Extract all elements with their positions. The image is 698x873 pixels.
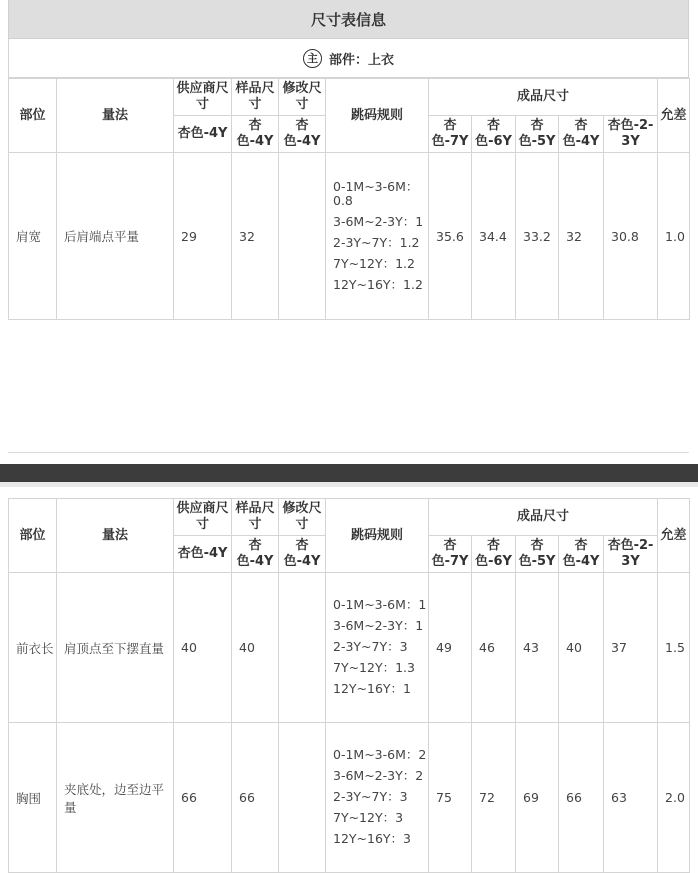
header-tolerance: 允差 bbox=[658, 499, 690, 573]
header-sample: 样品尺寸 bbox=[232, 499, 279, 536]
divider bbox=[8, 452, 689, 453]
header-method: 量法 bbox=[57, 79, 174, 153]
header-size: 杏色-4Y bbox=[559, 116, 604, 153]
header-sample-sub: 杏色-4Y bbox=[232, 116, 279, 153]
cell-supplier: 66 bbox=[174, 723, 232, 873]
table-row bbox=[9, 723, 690, 873]
header-position: 部位 bbox=[9, 499, 57, 573]
cell-tolerance: 1.5 bbox=[658, 573, 690, 723]
cell-size: 40 bbox=[559, 573, 604, 723]
rule-line: 0-1M~3-6M：1 bbox=[333, 597, 427, 612]
rule-line: 2-3Y~7Y：1.2 bbox=[333, 234, 420, 250]
cell-size: 63 bbox=[604, 723, 658, 873]
table-row bbox=[9, 153, 690, 320]
header-finished: 成品尺寸 bbox=[429, 79, 658, 116]
header-supplier-sub: 杏色-4Y bbox=[174, 116, 232, 153]
cell-modified bbox=[279, 153, 326, 320]
cell-modified bbox=[279, 573, 326, 723]
cell-size: 30.8 bbox=[604, 153, 658, 320]
header-method: 量法 bbox=[57, 499, 174, 573]
header-position: 部位 bbox=[9, 79, 57, 153]
cell-size: 35.6 bbox=[429, 153, 472, 320]
header-size: 杏色-2-3Y bbox=[604, 536, 658, 573]
cell-supplier: 29 bbox=[174, 153, 232, 320]
header-supplier-sub: 杏色-4Y bbox=[174, 536, 232, 573]
cell-method: 肩顶点至下摆直量 bbox=[57, 573, 174, 723]
cell-size: 75 bbox=[429, 723, 472, 873]
header-size: 杏色-6Y bbox=[472, 536, 516, 573]
cell-size: 46 bbox=[472, 573, 516, 723]
size-table bbox=[8, 78, 690, 320]
rule-line: 12Y~16Y：1.2 bbox=[333, 276, 423, 292]
cell-modified bbox=[279, 723, 326, 873]
header-sample: 样品尺寸 bbox=[232, 79, 279, 116]
page-title: 尺寸表信息 bbox=[8, 0, 689, 39]
rule-line: 12Y~16Y：1 bbox=[333, 681, 412, 696]
cell-size: 72 bbox=[472, 723, 516, 873]
rule-line: 12Y~16Y：3 bbox=[333, 831, 412, 846]
rule-line: 3-6M~2-3Y：1 bbox=[333, 213, 424, 229]
header-modified-sub: 杏色-4Y bbox=[279, 116, 326, 153]
rule-line: 7Y~12Y：1.3 bbox=[333, 660, 415, 675]
header-size: 杏色-7Y bbox=[429, 116, 472, 153]
cell-size: 33.2 bbox=[516, 153, 559, 320]
cell-size: 32 bbox=[559, 153, 604, 320]
header-size: 杏色-5Y bbox=[516, 116, 559, 153]
rule-line: 3-6M~2-3Y：1 bbox=[333, 618, 424, 633]
cell-supplier: 40 bbox=[174, 573, 232, 723]
header-modified-sub: 杏色-4Y bbox=[279, 536, 326, 573]
rule-line: 7Y~12Y：1.2 bbox=[333, 255, 415, 271]
cell-method: 夹底处，边至边平量 bbox=[57, 723, 174, 873]
header-finished: 成品尺寸 bbox=[429, 499, 658, 536]
header-modified: 修改尺寸 bbox=[279, 79, 326, 116]
header-modified: 修改尺寸 bbox=[279, 499, 326, 536]
cell-rules bbox=[326, 573, 429, 723]
header-size: 杏色-5Y bbox=[516, 536, 559, 573]
cell-method: 后肩端点平量 bbox=[57, 153, 174, 320]
header-size: 杏色-4Y bbox=[559, 536, 604, 573]
cell-size: 37 bbox=[604, 573, 658, 723]
cell-size: 34.4 bbox=[472, 153, 516, 320]
cell-position: 肩宽 bbox=[9, 153, 57, 320]
section-divider bbox=[0, 464, 698, 482]
cell-size: 69 bbox=[516, 723, 559, 873]
header-rule: 跳码规则 bbox=[326, 499, 429, 573]
cell-size: 43 bbox=[516, 573, 559, 723]
header-supplier: 供应商尺寸 bbox=[174, 79, 232, 116]
rule-line: 0-1M~3-6M：2 bbox=[333, 747, 427, 762]
cell-rules bbox=[326, 153, 429, 320]
cell-sample: 40 bbox=[232, 573, 279, 723]
cell-size: 66 bbox=[559, 723, 604, 873]
rule-line: 3-6M~2-3Y：2 bbox=[333, 768, 424, 783]
cell-sample: 66 bbox=[232, 723, 279, 873]
rule-line: 7Y~12Y：3 bbox=[333, 810, 404, 825]
table-row bbox=[9, 573, 690, 723]
header-rule: 跳码规则 bbox=[326, 79, 429, 153]
header-size: 杏色-2-3Y bbox=[604, 116, 658, 153]
rule-line: 2-3Y~7Y：3 bbox=[333, 789, 408, 804]
size-table bbox=[8, 498, 690, 873]
section-divider bbox=[0, 482, 698, 487]
cell-sample: 32 bbox=[232, 153, 279, 320]
size-chart-section bbox=[8, 498, 689, 873]
cell-position: 胸围 bbox=[9, 723, 57, 873]
part-row bbox=[8, 39, 689, 78]
cell-size: 49 bbox=[429, 573, 472, 723]
rule-line: 0-1M~3-6M：0.8 bbox=[333, 178, 419, 208]
rule-line: 2-3Y~7Y：3 bbox=[333, 639, 408, 654]
part-label: 部件：上衣 bbox=[328, 52, 394, 68]
header-supplier: 供应商尺寸 bbox=[174, 499, 232, 536]
header-size: 杏色-6Y bbox=[472, 116, 516, 153]
main-badge-icon: 主 bbox=[303, 49, 322, 68]
cell-tolerance: 1.0 bbox=[658, 153, 690, 320]
cell-rules bbox=[326, 723, 429, 873]
header-sample-sub: 杏色-4Y bbox=[232, 536, 279, 573]
cell-tolerance: 2.0 bbox=[658, 723, 690, 873]
size-chart-section bbox=[8, 0, 689, 320]
header-tolerance: 允差 bbox=[658, 79, 690, 153]
cell-position: 前衣长 bbox=[9, 573, 57, 723]
header-size: 杏色-7Y bbox=[429, 536, 472, 573]
